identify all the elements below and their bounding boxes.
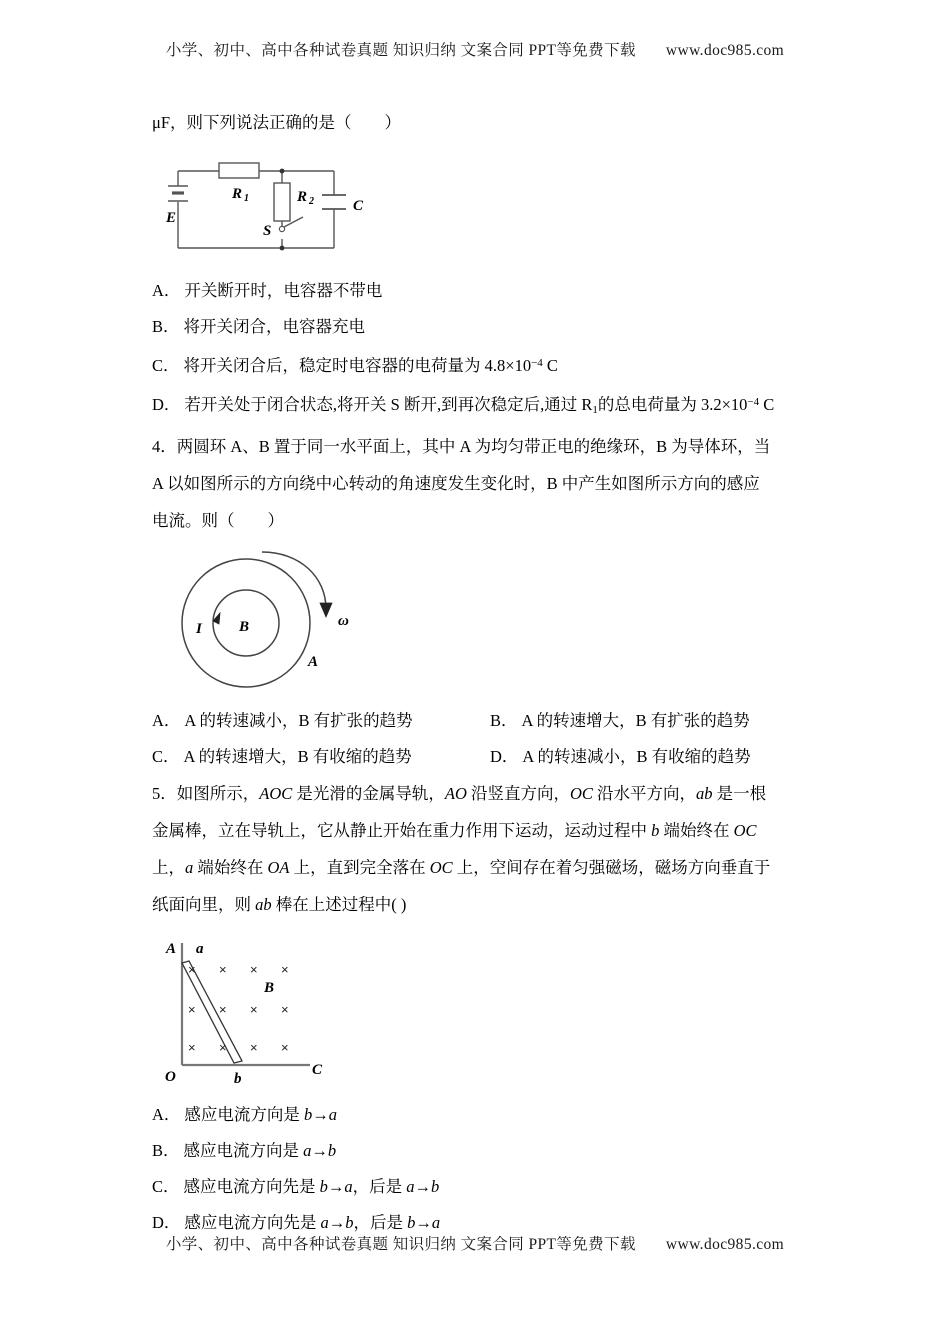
label-capacitor-C: C — [353, 198, 364, 214]
q3-option-c-tail: C — [542, 356, 558, 375]
q3-option-d-subscript: 1 — [592, 404, 598, 416]
field-cross: × — [219, 962, 227, 977]
question4-line1-text: 两圆环 A、B 置于同一水平面上，其中 A 为均匀带正电的绝缘环，B 为导体环，当 — [176, 437, 771, 456]
q5-option-c-post: ，后是 — [352, 1177, 407, 1196]
q3-option-d-tail: C — [759, 395, 775, 414]
question5-number: 5． — [152, 784, 177, 803]
q4-option-c-label: C． — [152, 747, 180, 766]
q4-option-c — [152, 739, 490, 775]
label-resistor-R2-sub: 2 — [309, 196, 314, 207]
q5-l2b: b — [651, 821, 660, 840]
label-rail-A: A — [166, 941, 177, 957]
q5-option-a-pre: 感应电流方向是 — [184, 1105, 305, 1124]
q3-option-c — [152, 345, 812, 384]
question4-line2: A 以如图所示的方向绕中心转动的角速度发生变化时，B 中产生如图所示方向的感应 — [152, 474, 760, 493]
label-field-B: B — [264, 980, 275, 996]
q5-l1b: AOC — [259, 784, 293, 803]
q5-l2c: 端始终在 — [659, 821, 734, 840]
label-current-I: I — [196, 621, 202, 637]
field-cross: × — [250, 1002, 258, 1017]
q3-option-c-text: 将开关闭合后，稳定时电容器的电荷量为 4.8×10 — [183, 356, 532, 375]
q5-l1a: 如图所示， — [176, 784, 260, 803]
question5-line3 — [152, 849, 812, 886]
q5-option-a-mid: → — [312, 1105, 329, 1124]
concentric-rings-svg — [158, 549, 368, 697]
q4-option-d-label: D． — [490, 747, 519, 766]
q5-l3c: 端始终在 — [193, 858, 268, 877]
q3-option-c-exponent: −4 — [531, 357, 543, 369]
omega-arrowhead — [320, 603, 332, 617]
q5-option-c-pre: 感应电流方向先是 — [183, 1177, 320, 1196]
question3-continuation: μF，则下列说法正确的是（ ） — [152, 113, 402, 132]
q4-option-b-label: B． — [490, 711, 518, 730]
resistor-r2-body — [274, 183, 290, 221]
junction-dot-top — [280, 169, 285, 174]
q5-l3g: 上，空间存在着匀强磁场，磁场方向垂直于 — [452, 858, 771, 877]
field-cross: × — [250, 1040, 258, 1055]
label-inner-ring-B: B — [239, 619, 250, 635]
question5-line2 — [152, 812, 812, 849]
field-cross: × — [188, 1040, 196, 1055]
q4-option-c-text: A 的转速增大，B 有收缩的趋势 — [183, 747, 412, 766]
q3-option-d-exponent: −4 — [747, 396, 760, 408]
junction-dot-bottom — [280, 246, 285, 251]
label-omega: ω — [338, 613, 349, 629]
q5-option-d-mid: → — [328, 1213, 346, 1232]
q3-option-d-text2: 的总电荷量为 3.2×10 — [597, 395, 748, 414]
label-resistor-R1: R — [232, 186, 243, 202]
label-origin-O: O — [165, 1069, 176, 1085]
q5-option-b-label: B． — [152, 1141, 180, 1160]
q5-option-d-label: D． — [152, 1213, 181, 1232]
circuit-diagram — [164, 153, 379, 261]
q5-l3a: 上， — [152, 858, 185, 877]
field-cross: × — [281, 1040, 289, 1055]
q3-option-b-label: B． — [152, 317, 180, 336]
q5-option-c-label: C． — [152, 1177, 180, 1196]
q5-option-c-mid2: → — [414, 1177, 432, 1196]
concentric-rings-diagram — [158, 549, 368, 697]
q5-l1d: AO — [444, 784, 467, 803]
q5-option-a-label: A． — [152, 1105, 181, 1124]
document-content — [152, 104, 812, 1241]
q5-l4c: 棒在上述过程中( ) — [271, 895, 407, 914]
q4-option-d — [490, 739, 812, 775]
q3-option-d-text: 若开关处于闭合状态,将开关 S 断开,到再次稳定后,通过 R — [184, 395, 593, 414]
running-header — [0, 38, 950, 60]
running-footer — [0, 1232, 950, 1254]
q3-option-d-label: D． — [152, 395, 181, 414]
q5-l1h: ab — [696, 784, 713, 803]
q3-option-b-text: 将开关闭合，电容器充电 — [183, 317, 366, 336]
q5-option-c-mid: → — [327, 1177, 345, 1196]
q3-option-a — [152, 273, 812, 309]
q5-option-c-em1: b — [319, 1177, 328, 1196]
circuit-diagram-svg — [164, 153, 379, 261]
label-rail-C: C — [312, 1062, 323, 1078]
field-cross: × — [281, 962, 289, 977]
running-footer-text: 小学、初中、高中各种试卷真题 知识归纳 文案合同 PPT等免费下载 — [165, 1236, 636, 1253]
label-resistor-R1-sub: 1 — [244, 193, 249, 204]
q5-option-a-em2: a — [328, 1105, 338, 1124]
field-cross: × — [250, 962, 258, 977]
q4-option-a-text: A 的转速减小，B 有扩张的趋势 — [184, 711, 413, 730]
q5-option-b-pre: 感应电流方向是 — [183, 1141, 304, 1160]
field-cross: × — [188, 1002, 196, 1017]
q5-option-c-em2: a — [344, 1177, 353, 1196]
field-cross: × — [188, 962, 196, 977]
label-switch-S: S — [263, 223, 272, 239]
running-header-text: 小学、初中、高中各种试卷真题 知识归纳 文案合同 PPT等免费下载 — [165, 42, 636, 59]
q5-option-c-em4: b — [431, 1177, 440, 1196]
field-cross: × — [219, 1002, 227, 1017]
q5-option-a — [152, 1097, 812, 1133]
q5-option-b-em2: b — [327, 1141, 337, 1160]
q4-options-row2 — [152, 739, 812, 775]
q5-l3e: 上，直到完全落在 — [289, 858, 430, 877]
q3-option-a-text: 开关断开时，电容器不带电 — [184, 281, 383, 300]
q5-l1i: 是一根 — [712, 784, 767, 803]
q4-option-a — [152, 703, 490, 739]
q5-option-c — [152, 1169, 812, 1205]
q5-l2a: 金属棒，立在导轨上，它从静止开始在重力作用下运动，运动过程中 — [152, 821, 652, 840]
q5-l3b: a — [185, 858, 194, 877]
q5-option-a-em1: b — [304, 1105, 313, 1124]
field-cross: × — [219, 1040, 227, 1055]
q5-option-d-em2: b — [345, 1213, 354, 1232]
running-header-url: www.doc985.com — [665, 42, 785, 59]
q5-l1e: 沿竖直方向， — [466, 784, 570, 803]
running-footer-url: www.doc985.com — [665, 1236, 785, 1253]
q5-option-b-mid: → — [311, 1141, 328, 1160]
q3-option-c-label: C． — [152, 356, 180, 375]
rails-rod-field-svg — [160, 935, 330, 1087]
label-resistor-R2: R — [297, 189, 308, 205]
q4-option-b — [490, 703, 812, 739]
q5-l4b: ab — [255, 895, 272, 914]
label-rod-a: a — [196, 941, 204, 957]
resistor-r1-body — [219, 163, 259, 178]
q5-l3d: OA — [267, 858, 290, 877]
question4-line3: 电流。则（ ） — [152, 511, 284, 530]
question4-number: 4． — [152, 437, 177, 456]
q4-option-a-label: A． — [152, 711, 181, 730]
label-outer-ring-A: A — [308, 654, 319, 670]
q5-option-d-post: ，后是 — [353, 1213, 408, 1232]
q3-option-a-label: A． — [152, 281, 181, 300]
q3-option-b — [152, 309, 812, 345]
q5-option-d-mid2: → — [415, 1213, 432, 1232]
q5-l4a: 纸面向里，则 — [152, 895, 256, 914]
label-rod-b: b — [234, 1071, 242, 1087]
q5-option-c-em3: a — [406, 1177, 415, 1196]
q4-option-b-text: A 的转速增大，B 有扩张的趋势 — [521, 711, 750, 730]
field-cross-group — [188, 962, 289, 1055]
q5-option-b — [152, 1133, 812, 1169]
rails-rod-field-diagram — [160, 935, 330, 1087]
q5-l2d: OC — [733, 821, 757, 840]
q4-options-row1 — [152, 703, 812, 739]
question5-line4 — [152, 886, 812, 923]
q5-l3f: OC — [429, 858, 453, 877]
q5-option-d-em3: b — [407, 1213, 416, 1232]
q5-l1c: 是光滑的金属导轨， — [292, 784, 445, 803]
q5-option-d-em1: a — [320, 1213, 329, 1232]
field-cross: × — [281, 1002, 289, 1017]
question5-line1 — [152, 775, 812, 812]
label-battery-E: E — [166, 210, 177, 226]
q5-l1f: OC — [570, 784, 593, 803]
q5-option-b-em1: a — [303, 1141, 312, 1160]
q4-option-d-text: A 的转速减小，B 有收缩的趋势 — [522, 747, 751, 766]
q5-option-d-pre: 感应电流方向先是 — [184, 1213, 321, 1232]
question4-line1 — [152, 428, 812, 465]
switch-pivot — [279, 226, 284, 231]
q5-l1g: 沿水平方向， — [592, 784, 697, 803]
q5-option-d-em4: a — [431, 1213, 441, 1232]
q3-option-d — [152, 384, 812, 428]
